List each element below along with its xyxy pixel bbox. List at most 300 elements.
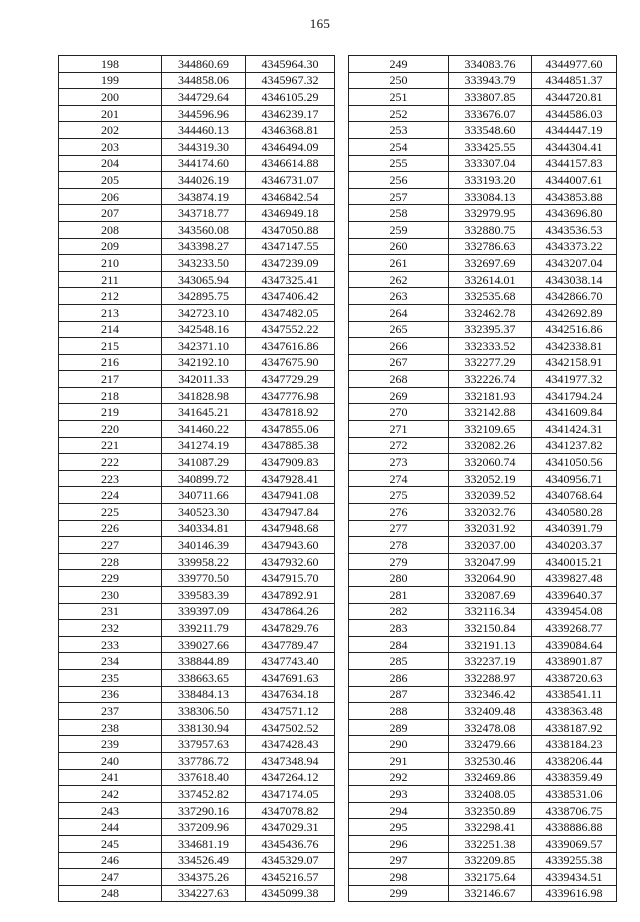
point-number-cell: 261 [349,255,449,272]
table-row [349,504,617,521]
y-coordinate-cell: 4340391.79 [532,520,617,537]
point-number-cell: 214 [59,321,162,338]
point-number-cell: 223 [59,470,162,487]
point-number-cell: 221 [59,437,162,454]
point-number-cell: 239 [59,736,162,753]
x-coordinate-cell: 334083.76 [449,56,532,73]
point-number-cell: 279 [349,553,449,570]
y-coordinate-cell: 4347616.86 [246,338,335,355]
point-number-cell: 269 [349,387,449,404]
y-coordinate-cell: 4347239.09 [246,255,335,272]
x-coordinate-cell: 338484.13 [162,686,246,703]
x-coordinate-cell: 341087.29 [162,454,246,471]
table-row [59,122,335,139]
table-row [59,421,335,438]
point-number-cell: 293 [349,786,449,803]
coordinates-table-left [58,55,335,902]
table-row [59,819,335,836]
point-number-cell: 199 [59,72,162,89]
y-coordinate-cell: 4347029.31 [246,819,335,836]
y-coordinate-cell: 4347885.38 [246,437,335,454]
y-coordinate-cell: 4347947.84 [246,504,335,521]
point-number-cell: 266 [349,338,449,355]
coordinates-table-right-body [349,56,617,902]
table-row [349,786,617,803]
point-number-cell: 250 [349,72,449,89]
y-coordinate-cell: 4347050.88 [246,221,335,238]
point-number-cell: 253 [349,122,449,139]
point-number-cell: 275 [349,487,449,504]
table-row [349,869,617,886]
table-row [59,752,335,769]
y-coordinate-cell: 4338531.06 [532,786,617,803]
y-coordinate-cell: 4338886.88 [532,819,617,836]
table-row [59,172,335,189]
table-row [59,703,335,720]
table-row [349,537,617,554]
page-number: 165 [309,16,331,31]
point-number-cell: 289 [349,719,449,736]
point-number-cell: 213 [59,304,162,321]
point-number-cell: 236 [59,686,162,703]
x-coordinate-cell: 332462.78 [449,304,532,321]
x-coordinate-cell: 333307.04 [449,155,532,172]
table-row [59,603,335,620]
point-number-cell: 232 [59,620,162,637]
table-row [349,454,617,471]
y-coordinate-cell: 4342338.81 [532,338,617,355]
table-row [59,769,335,786]
x-coordinate-cell: 342011.33 [162,371,246,388]
y-coordinate-cell: 4343696.80 [532,205,617,222]
x-coordinate-cell: 333193.20 [449,172,532,189]
table-row [349,288,617,305]
y-coordinate-cell: 4341424.31 [532,421,617,438]
table-row [59,437,335,454]
table-row [59,835,335,852]
table-row [349,819,617,836]
x-coordinate-cell: 332251.38 [449,835,532,852]
y-coordinate-cell: 4346949.18 [246,205,335,222]
point-number-cell: 208 [59,221,162,238]
point-number-cell: 217 [59,371,162,388]
point-number-cell: 299 [349,885,449,902]
point-number-cell: 230 [59,587,162,604]
x-coordinate-cell: 332277.29 [449,354,532,371]
point-number-cell: 227 [59,537,162,554]
y-coordinate-cell: 4346239.17 [246,105,335,122]
y-coordinate-cell: 4345436.76 [246,835,335,852]
table-row [59,221,335,238]
x-coordinate-cell: 339583.39 [162,587,246,604]
point-number-cell: 205 [59,172,162,189]
x-coordinate-cell: 332478.08 [449,719,532,736]
table-row [349,221,617,238]
y-coordinate-cell: 4347915.70 [246,570,335,587]
x-coordinate-cell: 332116.34 [449,603,532,620]
x-coordinate-cell: 337209.96 [162,819,246,836]
x-coordinate-cell: 332298.41 [449,819,532,836]
y-coordinate-cell: 4347743.40 [246,653,335,670]
y-coordinate-cell: 4344977.60 [532,56,617,73]
y-coordinate-cell: 4347928.41 [246,470,335,487]
x-coordinate-cell: 344596.96 [162,105,246,122]
y-coordinate-cell: 4347348.94 [246,752,335,769]
point-number-cell: 224 [59,487,162,504]
point-number-cell: 245 [59,835,162,852]
table-row [59,802,335,819]
point-number-cell: 228 [59,553,162,570]
point-number-cell: 220 [59,421,162,438]
point-number-cell: 288 [349,703,449,720]
point-number-cell: 295 [349,819,449,836]
point-number-cell: 262 [349,271,449,288]
table-row [59,338,335,355]
table-row [349,603,617,620]
point-number-cell: 287 [349,686,449,703]
x-coordinate-cell: 343233.50 [162,255,246,272]
table-row [349,421,617,438]
x-coordinate-cell: 342895.75 [162,288,246,305]
x-coordinate-cell: 342371.10 [162,338,246,355]
point-number-cell: 234 [59,653,162,670]
table-row [59,504,335,521]
table-row [59,238,335,255]
x-coordinate-cell: 337452.82 [162,786,246,803]
point-number-cell: 200 [59,89,162,106]
y-coordinate-cell: 4338359.49 [532,769,617,786]
x-coordinate-cell: 334375.26 [162,869,246,886]
point-number-cell: 203 [59,138,162,155]
x-coordinate-cell: 332479.66 [449,736,532,753]
point-number-cell: 277 [349,520,449,537]
y-coordinate-cell: 4345964.30 [246,56,335,73]
table-row [59,105,335,122]
table-row [349,404,617,421]
x-coordinate-cell: 343874.19 [162,188,246,205]
table-row [349,487,617,504]
point-number-cell: 297 [349,852,449,869]
x-coordinate-cell: 340146.39 [162,537,246,554]
point-number-cell: 240 [59,752,162,769]
y-coordinate-cell: 4341609.84 [532,404,617,421]
y-coordinate-cell: 4338184.23 [532,736,617,753]
x-coordinate-cell: 339397.09 [162,603,246,620]
y-coordinate-cell: 4338206.44 [532,752,617,769]
x-coordinate-cell: 332979.95 [449,205,532,222]
point-number-cell: 249 [349,56,449,73]
x-coordinate-cell: 332226.74 [449,371,532,388]
x-coordinate-cell: 332350.89 [449,802,532,819]
table-row [349,470,617,487]
y-coordinate-cell: 4339084.64 [532,636,617,653]
y-coordinate-cell: 4347502.52 [246,719,335,736]
table-row [349,238,617,255]
y-coordinate-cell: 4342516.86 [532,321,617,338]
table-row [59,404,335,421]
y-coordinate-cell: 4341050.56 [532,454,617,471]
point-number-cell: 252 [349,105,449,122]
y-coordinate-cell: 4342158.91 [532,354,617,371]
point-number-cell: 268 [349,371,449,388]
table-row [349,636,617,653]
point-number-cell: 278 [349,537,449,554]
point-number-cell: 225 [59,504,162,521]
y-coordinate-cell: 4347829.76 [246,620,335,637]
y-coordinate-cell: 4347174.05 [246,786,335,803]
x-coordinate-cell: 332032.76 [449,504,532,521]
x-coordinate-cell: 332039.52 [449,487,532,504]
y-coordinate-cell: 4347864.26 [246,603,335,620]
y-coordinate-cell: 4347482.05 [246,304,335,321]
point-number-cell: 211 [59,271,162,288]
point-number-cell: 282 [349,603,449,620]
point-number-cell: 222 [59,454,162,471]
y-coordinate-cell: 4347406.42 [246,288,335,305]
table-row [59,321,335,338]
point-number-cell: 210 [59,255,162,272]
x-coordinate-cell: 332237.19 [449,653,532,670]
point-number-cell: 273 [349,454,449,471]
table-row [349,72,617,89]
x-coordinate-cell: 337957.63 [162,736,246,753]
point-number-cell: 276 [349,504,449,521]
table-row [349,371,617,388]
y-coordinate-cell: 4346842.54 [246,188,335,205]
y-coordinate-cell: 4344157.83 [532,155,617,172]
x-coordinate-cell: 339211.79 [162,620,246,637]
point-number-cell: 298 [349,869,449,886]
x-coordinate-cell: 333807.85 [449,89,532,106]
y-coordinate-cell: 4346494.09 [246,138,335,155]
table-row [349,271,617,288]
y-coordinate-cell: 4347675.90 [246,354,335,371]
point-number-cell: 231 [59,603,162,620]
point-number-cell: 267 [349,354,449,371]
y-coordinate-cell: 4338706.75 [532,802,617,819]
x-coordinate-cell: 332697.69 [449,255,532,272]
table-row [349,620,617,637]
table-row [349,155,617,172]
y-coordinate-cell: 4339616.98 [532,885,617,902]
y-coordinate-cell: 4345967.32 [246,72,335,89]
point-number-cell: 247 [59,869,162,886]
x-coordinate-cell: 332191.13 [449,636,532,653]
y-coordinate-cell: 4339255.38 [532,852,617,869]
table-row [59,470,335,487]
x-coordinate-cell: 340899.72 [162,470,246,487]
point-number-cell: 259 [349,221,449,238]
table-row [59,155,335,172]
table-row [349,105,617,122]
x-coordinate-cell: 339027.66 [162,636,246,653]
point-number-cell: 251 [349,89,449,106]
x-coordinate-cell: 333676.07 [449,105,532,122]
y-coordinate-cell: 4340768.64 [532,487,617,504]
y-coordinate-cell: 4347892.91 [246,587,335,604]
x-coordinate-cell: 332082.26 [449,437,532,454]
table-row [349,852,617,869]
point-number-cell: 254 [349,138,449,155]
y-coordinate-cell: 4347789.47 [246,636,335,653]
table-row [59,587,335,604]
y-coordinate-cell: 4347943.60 [246,537,335,554]
point-number-cell: 241 [59,769,162,786]
y-coordinate-cell: 4340203.37 [532,537,617,554]
table-row [349,686,617,703]
coordinates-table-left-body [59,56,335,902]
y-coordinate-cell: 4341794.24 [532,387,617,404]
x-coordinate-cell: 339770.50 [162,570,246,587]
point-number-cell: 226 [59,520,162,537]
point-number-cell: 286 [349,669,449,686]
table-row [349,188,617,205]
x-coordinate-cell: 332346.42 [449,686,532,703]
x-coordinate-cell: 337618.40 [162,769,246,786]
x-coordinate-cell: 343065.94 [162,271,246,288]
table-row [59,669,335,686]
x-coordinate-cell: 332181.93 [449,387,532,404]
x-coordinate-cell: 337290.16 [162,802,246,819]
point-number-cell: 283 [349,620,449,637]
y-coordinate-cell: 4345329.07 [246,852,335,869]
table-row [349,338,617,355]
table-row [59,387,335,404]
y-coordinate-cell: 4338541.11 [532,686,617,703]
table-row [59,520,335,537]
point-number-cell: 215 [59,338,162,355]
y-coordinate-cell: 4347941.08 [246,487,335,504]
y-coordinate-cell: 4338901.87 [532,653,617,670]
x-coordinate-cell: 333943.79 [449,72,532,89]
y-coordinate-cell: 4344586.03 [532,105,617,122]
y-coordinate-cell: 4347571.12 [246,703,335,720]
table-row [59,288,335,305]
table-row [59,537,335,554]
table-row [349,321,617,338]
y-coordinate-cell: 4338363.48 [532,703,617,720]
point-number-cell: 264 [349,304,449,321]
x-coordinate-cell: 333425.55 [449,138,532,155]
table-row [59,188,335,205]
table-row [349,835,617,852]
x-coordinate-cell: 332209.85 [449,852,532,869]
x-coordinate-cell: 332087.69 [449,587,532,604]
x-coordinate-cell: 344460.13 [162,122,246,139]
table-row [349,719,617,736]
point-number-cell: 265 [349,321,449,338]
point-number-cell: 260 [349,238,449,255]
y-coordinate-cell: 4343373.22 [532,238,617,255]
x-coordinate-cell: 332409.48 [449,703,532,720]
table-row [59,719,335,736]
table-row [349,885,617,902]
table-row [59,686,335,703]
point-number-cell: 246 [59,852,162,869]
y-coordinate-cell: 4343038.14 [532,271,617,288]
table-row [349,304,617,321]
table-row [59,205,335,222]
point-number-cell: 209 [59,238,162,255]
point-number-cell: 201 [59,105,162,122]
table-row [59,271,335,288]
x-coordinate-cell: 344026.19 [162,172,246,189]
x-coordinate-cell: 341828.98 [162,387,246,404]
y-coordinate-cell: 4346368.81 [246,122,335,139]
table-row [59,304,335,321]
point-number-cell: 284 [349,636,449,653]
x-coordinate-cell: 338306.50 [162,703,246,720]
x-coordinate-cell: 332037.00 [449,537,532,554]
x-coordinate-cell: 340523.30 [162,504,246,521]
table-row [59,553,335,570]
table-row [59,636,335,653]
x-coordinate-cell: 332047.99 [449,553,532,570]
x-coordinate-cell: 332469.86 [449,769,532,786]
x-coordinate-cell: 333548.60 [449,122,532,139]
x-coordinate-cell: 332146.67 [449,885,532,902]
point-number-cell: 198 [59,56,162,73]
x-coordinate-cell: 342723.10 [162,304,246,321]
table-row [59,487,335,504]
y-coordinate-cell: 4340956.71 [532,470,617,487]
point-number-cell: 270 [349,404,449,421]
table-row [349,89,617,106]
point-number-cell: 292 [349,769,449,786]
table-row [349,437,617,454]
y-coordinate-cell: 4344304.41 [532,138,617,155]
x-coordinate-cell: 341274.19 [162,437,246,454]
table-row [59,786,335,803]
x-coordinate-cell: 332880.75 [449,221,532,238]
point-number-cell: 257 [349,188,449,205]
y-coordinate-cell: 4347147.55 [246,238,335,255]
x-coordinate-cell: 344860.69 [162,56,246,73]
table-row [349,56,617,73]
y-coordinate-cell: 4343536.53 [532,221,617,238]
table-row [349,205,617,222]
y-coordinate-cell: 4341237.82 [532,437,617,454]
y-coordinate-cell: 4347264.12 [246,769,335,786]
y-coordinate-cell: 4338187.92 [532,719,617,736]
point-number-cell: 235 [59,669,162,686]
table-row [349,255,617,272]
table-row [59,653,335,670]
table-row [349,553,617,570]
point-number-cell: 207 [59,205,162,222]
point-number-cell: 237 [59,703,162,720]
point-number-cell: 272 [349,437,449,454]
y-coordinate-cell: 4343207.04 [532,255,617,272]
point-number-cell: 296 [349,835,449,852]
point-number-cell: 244 [59,819,162,836]
y-coordinate-cell: 4340580.28 [532,504,617,521]
point-number-cell: 291 [349,752,449,769]
point-number-cell: 206 [59,188,162,205]
table-row [59,852,335,869]
point-number-cell: 219 [59,404,162,421]
x-coordinate-cell: 341460.22 [162,421,246,438]
x-coordinate-cell: 332614.01 [449,271,532,288]
point-number-cell: 202 [59,122,162,139]
table-row [59,371,335,388]
table-row [349,802,617,819]
table-row [349,769,617,786]
y-coordinate-cell: 4339069.57 [532,835,617,852]
table-row [349,736,617,753]
x-coordinate-cell: 333084.13 [449,188,532,205]
table-row [59,89,335,106]
